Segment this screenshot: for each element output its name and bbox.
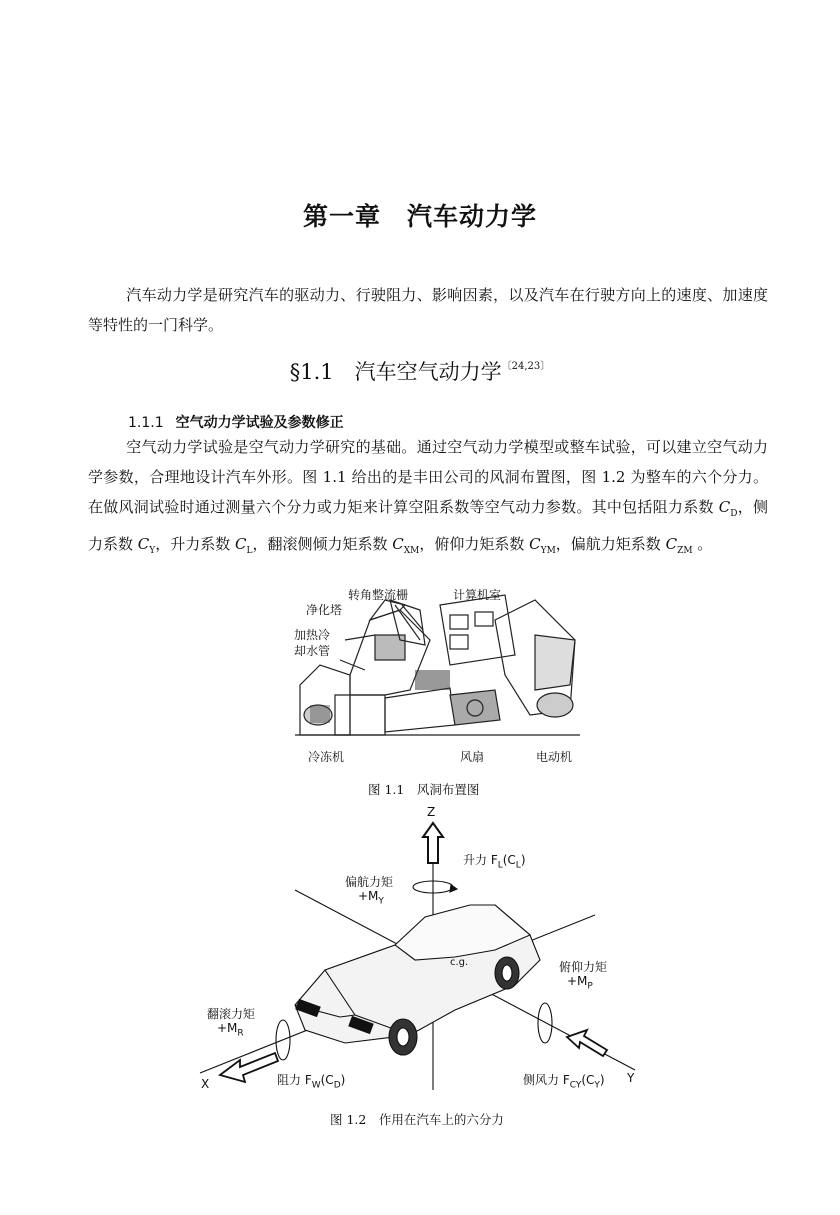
label-chiller: 冷冻机 [308, 750, 345, 764]
label-heating-cooling-2: 却水管 [294, 644, 331, 658]
coef-cd: C [718, 498, 731, 516]
coef-cxm-sub: XM [403, 546, 420, 556]
coef-czm: C [665, 535, 678, 553]
roll-moment: +M [217, 1021, 238, 1035]
yaw-label-1: 偏航力矩 [345, 875, 394, 889]
coef-cl-sub: L [246, 546, 253, 556]
lift-coef-sub: L [515, 860, 521, 871]
side-force-label [523, 1071, 605, 1090]
coef-cd-sub: D [730, 509, 738, 519]
body-text-3: ，升力系数 [155, 535, 235, 553]
label-motor: 电动机 [536, 750, 573, 764]
drag-label [277, 1071, 345, 1090]
figure-six-forces [195, 805, 655, 1095]
figure1-caption: 图 1.1 风洞布置图 [368, 782, 480, 797]
intro-paragraph [88, 280, 768, 340]
body-text-6: ，偏航力矩系数 [555, 535, 666, 553]
pitch-moment: +M [567, 974, 588, 988]
drag-coef: (C [320, 1073, 334, 1087]
side-coef-sub: Y [594, 1080, 600, 1091]
lift-end: ) [520, 853, 526, 867]
section-reference: 〔24,23〕 [501, 361, 551, 372]
body-text-1: 空气动力学试验是空气动力学研究的基础。通过空气动力学模型或整车试验，可以建立空气动力学参数，合理地设计汽车外形。图 1.1 给出的是丰田公司的风洞布置图，图 1.2 为整车的六个分力。在做风洞试验时通过测量六个分力或力矩来计算空阻系数等空气动力参数。其中包括阻力系数 [88, 438, 768, 516]
cg-label: c.g. [450, 957, 469, 968]
subsection-heading [128, 412, 344, 432]
drag-coef-sub: D [333, 1080, 341, 1091]
figure-wind-tunnel [290, 580, 590, 770]
roll-label-2 [217, 1021, 244, 1038]
subsection-title: 空气动力学试验及参数修正 [175, 415, 344, 431]
pitch-label-1: 俯仰力矩 [559, 960, 608, 974]
chapter-title: 第一章 汽车动力学 [302, 202, 537, 231]
yaw-label-2 [358, 889, 384, 906]
label-turning-vanes: 转角整流栅 [348, 588, 409, 602]
body-text-5: ，俯仰力矩系数 [419, 535, 530, 553]
roll-label-1: 翻滚力矩 [207, 1007, 256, 1021]
body-text-4: ，翻滚侧倾力矩系数 [252, 535, 393, 553]
lift-label [463, 851, 526, 870]
drag-end: ) [340, 1073, 346, 1087]
coef-cym: C [529, 535, 541, 553]
lift-text: 升力 F [463, 853, 498, 867]
coef-cy: C [137, 535, 150, 553]
pitch-label-2 [567, 974, 593, 991]
body-text-2: ，侧力系数 [88, 498, 768, 553]
coef-cy-sub: Y [149, 546, 156, 556]
pitch-sub: P [587, 981, 593, 992]
y-axis-label: Y [627, 1071, 635, 1085]
body-paragraph [88, 432, 768, 566]
label-fan: 风扇 [460, 750, 485, 764]
section-title-text: §1.1 汽车空气动力学 [289, 360, 502, 384]
coef-cxm: C [392, 535, 404, 553]
yaw-sub: Y [378, 896, 384, 907]
coef-czm-sub: ZM [677, 546, 693, 556]
section-title [0, 356, 840, 386]
label-heating-cooling-1: 加热冷 [294, 628, 331, 642]
drag-sub: W [311, 1080, 321, 1091]
side-sub: CY [569, 1080, 582, 1091]
yaw-moment: +M [358, 889, 379, 903]
lift-sub: L [497, 860, 503, 871]
side-coef: (C [581, 1073, 595, 1087]
label-purifier-tower: 净化塔 [306, 603, 343, 617]
drag-text: 阻力 F [277, 1073, 312, 1087]
x-axis-label: X [201, 1077, 210, 1091]
figure2-caption: 图 1.2 作用在汽车上的六分力 [330, 1112, 504, 1127]
z-axis-label: Z [427, 805, 436, 819]
side-text: 侧风力 F [523, 1073, 570, 1087]
coef-cl: C [235, 535, 247, 553]
subsection-number: 1.1.1 [128, 415, 164, 431]
label-computer-room: 计算机室 [453, 588, 502, 602]
six-forces-drawing [195, 805, 655, 1095]
body-text-7: 。 [692, 535, 713, 553]
coef-cym-sub: YM [540, 546, 556, 556]
roll-sub: R [237, 1028, 244, 1039]
lift-coef: (C [502, 853, 516, 867]
side-end: ) [599, 1073, 605, 1087]
intro-text: 汽车动力学是研究汽车的驱动力、行驶阻力、影响因素，以及汽车在行驶方向上的速度、加速度等特性的一门科学。 [88, 286, 768, 334]
